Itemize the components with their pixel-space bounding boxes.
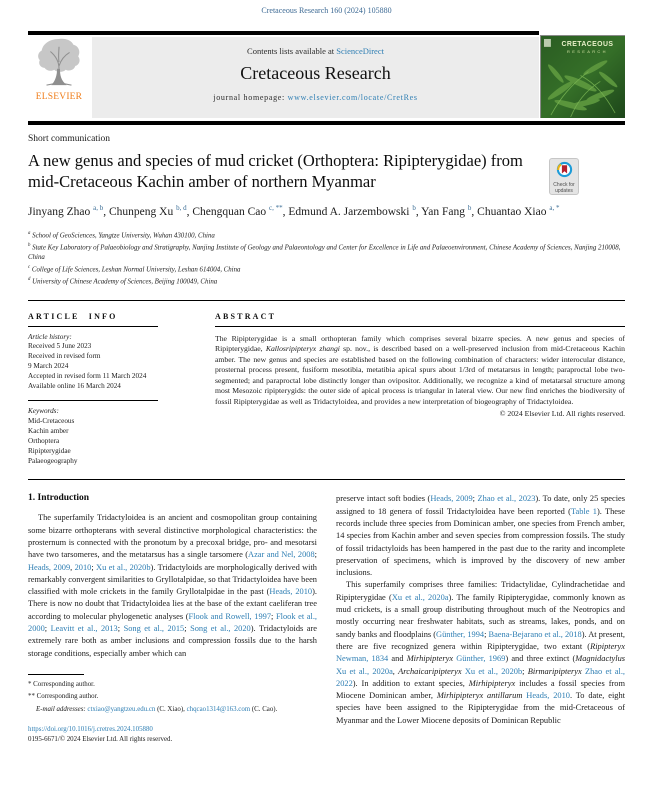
inline-link[interactable]: Zhao et al., 2023 [477,494,536,504]
text-segment: Birmaripipteryx [527,666,582,676]
text-segment: ). In addition to extant species, [352,678,469,688]
email-addresses-note [28,705,317,715]
text-segment: Kallosripipteryx zhangi [265,344,340,354]
journal-masthead [28,31,625,124]
keyword: Orthoptera [28,436,60,445]
affiliation-text: State Key Laboratory of Palaeobiology and Stratigraphy, Nanjing Institute of Geology and Palaeontology and Center for Excellence in Life and Palaeoenvironment, Chinese Academy of Sciences, Nanjing 210008, China [28,244,621,261]
keywords-label: Keywords: [28,406,59,415]
history-line: Received 5 June 2023 [28,342,92,351]
text-segment: ). The family Ripipterygidae, commonly known as mud crickets, is a small group distributing throughout much of the Neotropics and mostly occurring near freshwater habitats, such as streams, lakes, ponds, and on sandy banks and floodplains ( [336,592,626,639]
text-segment: a, * [549,204,560,212]
inline-link[interactable]: Xu et al., 2020a [391,592,449,602]
affiliation-item [28,275,625,287]
inline-link[interactable]: Leavitt et al., 2013 [50,624,118,634]
inline-link[interactable]: chqcao1314@163.com [186,705,251,713]
text-segment: ). These records include three species from Dominican amber, one species from French amber, 14 species from Kachin amber and seven species from compression fossils. The study of fossil tridactyloids has been hampered in the past due to the rarity and incomplete preservation of specimens, which is improved by the discovery of new amber inclusions. [336,506,625,578]
article-info-column [28,312,200,467]
journal-cover-thumbnail[interactable] [540,35,625,118]
text-segment: , Edmund A. Jarzembowski [282,205,413,218]
inline-link[interactable]: Heads, 2009 [430,494,473,504]
text-segment: The Ripipterygidae is a small orthopteran family which comprises several bizarre species. A new genus and species of Ripipterygidae, [215,333,625,354]
text-segment: E-mail addresses: [36,705,88,713]
affiliation-sup: a [28,230,31,236]
journal-banner [92,37,539,118]
inline-link[interactable]: Song et al., 2015 [123,624,185,634]
text-segment: Ripipteryx [590,641,625,651]
inline-link[interactable]: Zhao et al., 2022 [336,666,626,688]
article-title: A new genus and species of mud cricket (Orthoptera: Ripipterygidae) from mid-Cretaceous Kachin amber of northern Myanmar [28,151,523,191]
affiliation-text: College of Life Sciences, Leshan Normal University, Leshan 614004, China [30,265,241,273]
text-segment: ; [314,550,317,560]
inline-link[interactable]: Xu et al., 2020b [464,666,523,676]
text-segment: Mirhipipteryx antillarum [436,691,523,701]
divider [28,300,625,301]
elsevier-logo[interactable] [28,37,90,118]
homepage-line [92,93,539,102]
elsevier-wordmark: ELSEVIER [35,92,83,102]
doi-block [28,725,317,744]
article-history [28,333,200,392]
text-segment: ; [44,624,51,634]
text-segment: , Chunpeng Xu [103,205,177,218]
text-segment: and [388,654,407,664]
history-line: Accepted in revised form 11 March 2024 [28,372,147,381]
abstract-column [215,312,625,467]
text-segment: ; [271,611,276,621]
abstract-text [215,334,625,408]
badge-label-line2: updates [555,187,573,194]
journal-title: Cretaceous Research [240,63,391,83]
inline-link[interactable]: Baena-Bejarano et al., 2018 [488,629,582,639]
text-segment: , Yan Fang [415,205,468,218]
inline-link[interactable]: 2010 [74,562,92,572]
text-segment: ). At present, there are five recognized genera within Ripipterygidae, two extant ( [336,629,626,651]
text-segment: a, b [93,204,104,212]
text-segment: c, ** [269,204,283,212]
text-segment: (C. Cao). [250,705,278,713]
journal-citation-line: Cretaceous Research 160 (2024) 105880 [261,6,392,15]
affiliation-sup: b [28,242,31,248]
divider [28,400,158,401]
text-segment: b [467,204,472,212]
text-segment: This superfamily comprises three families: Tridactylidae, Cylindrachetidae and Ripipterygidae ( [336,580,625,602]
svg-text:CRETACEOUS: CRETACEOUS [561,40,614,48]
text-segment: Archaicaripipteryx [398,666,462,676]
text-segment: . To date, eight species have been assigned to the Ripipterygidae from the mid-Cretaceous of Myanmar and the Lower Miocene deposits of Dominican Republic [336,691,626,725]
affiliations [28,229,625,287]
body-paragraph [28,512,317,660]
text-segment: b, d [176,204,187,212]
text-segment: preserve intact soft bodies ( [336,494,431,504]
text-segment: ; [117,624,124,634]
affiliation-sup: d [28,276,31,282]
inline-link[interactable]: Azar and Nel, 2008 [248,550,315,560]
corresponding-author-note: * Corresponding author. [28,680,95,688]
inline-link[interactable]: Heads, 2010 [269,587,313,597]
author-list [28,201,573,220]
inline-link[interactable]: Heads, 2009 [28,562,71,572]
text-segment: includes a fossil species from Miocene Dominican amber, [336,678,625,701]
article-type-label: Short communication [28,134,111,144]
sciencedirect-link[interactable]: ScienceDirect [336,46,384,56]
svg-text:RESEARCH: RESEARCH [567,48,608,54]
text-segment: ). To date, only 25 species assigned to 18 genera of fossil Tridactyloidea have been reported ( [336,494,626,516]
body-left-column [28,493,317,744]
inline-link[interactable]: Xu et al., 2020b [96,562,151,572]
masthead-bottom-bar [28,121,625,125]
footnote-divider [28,674,84,675]
divider [215,326,625,327]
text-segment: Mirhipipteryx [468,678,516,688]
contents-line [92,46,539,56]
inline-link[interactable]: Günther, 1994 [436,629,485,639]
inline-link[interactable]: Flook et al., 2000 [28,611,318,634]
text-segment: b [412,204,416,212]
body-paragraph [336,579,625,727]
masthead-top-bar [28,31,539,35]
divider [28,479,625,480]
check-for-updates-badge[interactable] [549,158,579,195]
affiliation-item [28,263,625,275]
keyword: Mid-Cretaceous [28,416,75,425]
doi-link[interactable]: https://doi.org/10.1016/j.cretres.2024.105880 [28,726,153,734]
article-info-heading: ARTICLE INFO [28,311,118,321]
elsevier-tree-icon [35,37,83,91]
homepage-label: journal homepage: [213,93,288,102]
keyword: Kachin amber [28,426,69,435]
text-segment: ). Tridactyloids are morphologically derived with remarkably convergent similarities to Gryllotalpidae, so that Tridactyloidea have been classified with mole crickets in the family Gryllotalpidae in the past ( [28,562,317,597]
text-segment: The superfamily Tridactyloidea is an ancient and cosmopolitan group containing some bizarre orthopterans with several distinctive morphological characteristics: the prosternum is connected with the pronotum by a precoxal bridge, pro- and mesotarsi have two tarsomeres, and the metatarsus has a single tarsomere ( [28,513,317,560]
corresponding-author-note: ** Corresponding author. [28,693,99,701]
abstract-heading: ABSTRACT [215,311,277,321]
section-heading-introduction: 1. Introduction [28,493,90,504]
history-line: Received in revised form [28,352,101,361]
inline-link[interactable]: Xu et al., 2020a [336,666,393,676]
badge-label-line1: Check for [553,182,575,188]
inline-link[interactable]: Heads, 2010 [526,691,570,701]
text-segment: Jinyang Zhao [28,205,94,218]
text-segment: ; [91,562,97,572]
inline-link[interactable]: ctxiao@yangtzeu.edu.cn [87,705,156,713]
text-segment: sp. nov., is described based on a well-preserved inclusion from mid-Cretaceous Kachin amber. The new genus and species are established based on the following combination of characters: wider interocular distance, prosternal process present, fusiform mesotibia, metatibia apical spurs about 1/3rd of metatarsus in length; paraproctal lobe two-segmented; and paraproctal lobe distinctly longer than ovipositor. Additionally, we recognize a kind of metatarsal structure among most Mesozoic ripipterygids: the outer side of apical process is triangular in lateral view. Our new find enriches the biodiversity of fossil Ripipterygidae as well as Tridactyloidea, and provides a new interpretation of biogeography of Tridactyloidea. [215,344,625,406]
crossmark-icon [556,161,573,178]
affiliation-item [28,229,625,241]
affiliation-sup: c [28,264,31,270]
affiliation-text: School of GeoSciences, Yangtze University, Wuhan 430100, China [30,232,215,240]
inline-link[interactable]: Flook and Rowell, 1997 [188,611,272,621]
text-segment: ; [472,494,478,504]
text-segment: , [70,562,75,572]
affiliation-text: University of Chinese Academy of Sciences, Beijing 100049, China [30,277,218,285]
text-segment: Magnidactylus [575,654,626,664]
issn-copyright-line: 0195-6671/© 2024 Elsevier Ltd. All rights reserved. [28,736,173,744]
text-segment: ; [522,666,528,676]
inline-link[interactable]: Table 1 [570,506,597,516]
text-segment: ; [484,629,489,639]
inline-link[interactable]: Günther, 1969 [456,654,506,664]
body-paragraph [336,493,625,579]
keyword: Ripipterygidae [28,446,71,455]
text-segment: ). There is now no doubt that Tridactyloidea lies at the base of the extant caeliferan tree according to molecular phylogenetic analyses ( [28,587,318,621]
contents-prefix: Contents lists available at [247,46,337,56]
history-line: Available online 16 March 2024 [28,382,121,391]
homepage-link[interactable]: www.elsevier.com/locate/CretRes [287,93,418,102]
affiliation-item [28,241,625,263]
text-segment: , Chengquan Cao [186,205,270,218]
text-segment: (C. Xiao), [155,705,187,713]
text-segment: ; [184,624,191,634]
inline-link[interactable]: Song et al., 2020 [190,624,251,634]
text-segment: ) and three extinct ( [505,654,576,664]
abstract-copyright: © 2024 Elsevier Ltd. All rights reserved. [499,409,625,419]
keyword: Palaeogeography [28,456,78,465]
text-segment: ). Tridactyloids are extremely rare both as amber inclusions and compression fossils due to the harsh storage conditions, especially amber which can [28,624,318,658]
inline-link[interactable]: Newman, 1834 [336,654,389,664]
divider [28,326,158,327]
fern-cover-art-icon [541,36,625,118]
body-right-column [336,493,625,744]
history-label: Article history: [28,332,72,341]
text-segment: , Chuantao Xiao [471,205,550,218]
history-line: 9 March 2024 [28,362,69,371]
text-segment: Mirhipipteryx [406,654,454,664]
text-segment: , [392,666,399,676]
keywords-block [28,407,200,466]
